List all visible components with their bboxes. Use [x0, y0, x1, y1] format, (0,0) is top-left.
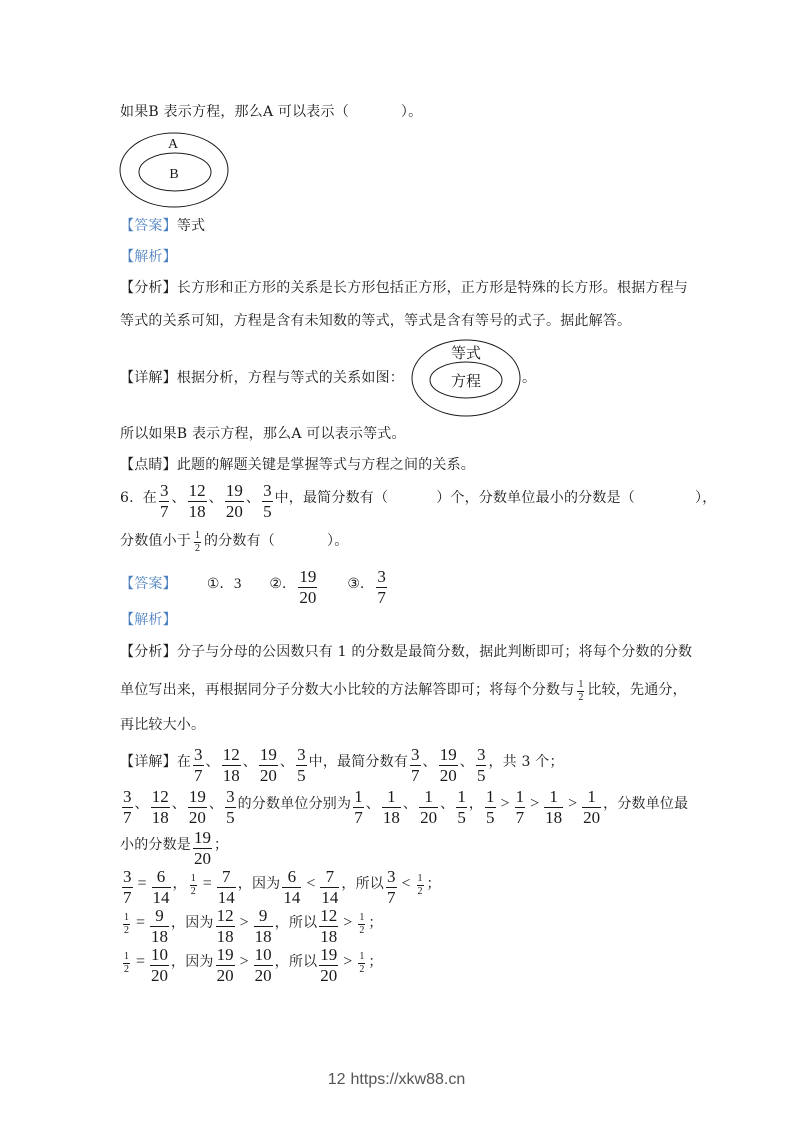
- numerator: 3: [226, 786, 235, 806]
- q6-xiangjie-line-5: [120, 903, 383, 946]
- relation-symbol: >: [500, 795, 510, 812]
- fraction: [122, 788, 133, 827]
- denominator: 20: [439, 765, 457, 785]
- relation-symbol: >: [343, 953, 353, 970]
- denominator: 7: [354, 807, 363, 827]
- fraction: [544, 788, 563, 827]
- text-run: ，所以: [274, 954, 318, 970]
- outer-set-label: 等式: [451, 344, 482, 362]
- numerator: 19: [439, 744, 457, 764]
- text-run: 分数值小于: [120, 533, 191, 549]
- denominator: 14: [283, 887, 301, 907]
- fenxi-text: 等式的关系可知，方程是含有未知数的等式，等式是含有等号的式子。据此解答。: [120, 313, 632, 329]
- fraction: [159, 482, 170, 521]
- numerator: 19: [194, 827, 211, 847]
- numerator: 1: [417, 872, 423, 884]
- numerator: 1: [424, 786, 433, 806]
- denominator: 5: [457, 807, 466, 827]
- numerator: 1: [359, 950, 365, 962]
- q6-xiangjie-line-6: [120, 942, 383, 985]
- separator: 、: [171, 490, 186, 506]
- separator: 、: [422, 754, 437, 770]
- denominator: 2: [190, 885, 196, 897]
- numerator: 19: [188, 786, 206, 806]
- fraction: [296, 746, 307, 785]
- fraction: [152, 868, 171, 907]
- text-run: ，分数单位最: [603, 796, 689, 812]
- numerator: 1: [515, 786, 525, 806]
- relation-symbol: >: [239, 953, 249, 970]
- numerator: 6: [287, 866, 297, 886]
- fraction: [382, 788, 401, 827]
- denominator: 2: [359, 963, 365, 975]
- fraction: [485, 788, 496, 827]
- denominator: 2: [124, 963, 129, 975]
- answer-text: 等式: [176, 218, 206, 234]
- text-run: ，因为: [171, 915, 214, 931]
- xiangjie-label: 【详解】: [120, 754, 177, 770]
- text-run: ，共 3 个；: [488, 754, 564, 770]
- fraction: [376, 568, 387, 607]
- denominator: 18: [254, 926, 272, 946]
- numerator: 1: [486, 786, 495, 806]
- relation-symbol: <: [401, 875, 411, 892]
- relation-symbol: =: [136, 914, 146, 931]
- fraction-small: [577, 680, 584, 703]
- relation-symbol: =: [137, 875, 147, 892]
- fraction: [515, 788, 526, 827]
- separator: 、: [208, 490, 223, 506]
- numerator: 1: [195, 529, 200, 541]
- set-diagram-equation-in-equality: [410, 338, 522, 418]
- analysis-label: 【解析】: [120, 612, 177, 628]
- numerator: 7: [325, 866, 335, 886]
- page-number: 12: [327, 1071, 346, 1088]
- denominator: 7: [387, 887, 396, 907]
- fraction: [254, 907, 273, 946]
- numerator: 6: [156, 866, 166, 886]
- numerator: 9: [155, 905, 164, 925]
- denominator: 20: [188, 807, 206, 827]
- xiangjie-label: 【详解】: [120, 370, 177, 386]
- q6-xiangjie-line-3: [120, 825, 229, 868]
- denominator: 18: [222, 765, 240, 785]
- denominator: 20: [194, 848, 211, 868]
- outer-set-label: A: [167, 137, 179, 152]
- denominator: 14: [217, 887, 235, 907]
- fraction: [262, 482, 273, 521]
- q5-fenxi-line-2: [120, 301, 631, 341]
- denominator: 20: [420, 807, 438, 827]
- numerator: 1: [354, 786, 363, 806]
- answer-item-2: [269, 565, 319, 607]
- fraction-small: [194, 531, 201, 554]
- q6-fenxi-line-3: [120, 705, 205, 745]
- fraction: [193, 829, 212, 868]
- numerator: 19: [259, 744, 277, 764]
- fraction: [188, 482, 207, 521]
- text-run: 的分数单位分别为: [237, 796, 352, 812]
- dianjing-label: 【点睛】: [120, 457, 177, 473]
- denominator: 20: [151, 965, 169, 985]
- numerator: 1: [124, 911, 129, 923]
- text-run: ），: [695, 490, 717, 506]
- fraction: [319, 946, 338, 985]
- denominator: 18: [382, 807, 400, 827]
- denominator: 5: [297, 765, 306, 785]
- q6-xiangjie-line-2: [120, 784, 689, 827]
- text-run: ）个，分数单位最小的分数是（: [436, 490, 635, 506]
- separator: 、: [402, 796, 418, 812]
- fraction: [151, 788, 170, 827]
- numerator: 19: [299, 566, 317, 586]
- numerator: 3: [387, 866, 396, 886]
- answer-label: 【答案】: [120, 218, 177, 234]
- fenxi-label: 【分析】: [120, 644, 177, 660]
- answer-item-3: [347, 565, 389, 607]
- fraction-small: [190, 874, 197, 897]
- separator: 、: [459, 754, 474, 770]
- separator: 、: [205, 754, 220, 770]
- separator: 、: [365, 796, 380, 812]
- numerator: 1: [190, 872, 196, 884]
- denominator: 18: [151, 926, 169, 946]
- separator: ；: [426, 876, 441, 892]
- answer-blank-1: [388, 491, 436, 505]
- denominator: 7: [194, 765, 203, 785]
- q6-stem-line-1: [120, 478, 717, 521]
- denominator: 2: [124, 924, 129, 936]
- numerator: 3: [411, 744, 420, 764]
- denominator: 7: [515, 807, 525, 827]
- fraction: [410, 746, 421, 785]
- fenxi-label: 【分析】: [120, 280, 177, 296]
- denominator: 5: [486, 807, 495, 827]
- relation-symbol: >: [530, 795, 540, 812]
- answer-blank: [349, 105, 401, 119]
- numerator: 3: [159, 480, 169, 500]
- answer-marker: ③.: [347, 576, 365, 592]
- question-text-end: ）。: [400, 104, 423, 120]
- fraction-small: [358, 952, 365, 975]
- q6-stem-line-2: [120, 521, 348, 561]
- separator: ，: [468, 796, 484, 812]
- inner-set-label: B: [169, 167, 179, 182]
- denominator: 18: [151, 807, 169, 827]
- separator: 、: [208, 796, 224, 812]
- numerator: 19: [225, 480, 243, 500]
- numerator: 1: [549, 786, 558, 806]
- fraction-small: [123, 952, 130, 975]
- fraction: [319, 907, 338, 946]
- fenxi-text: 长方形和正方形的关系是长方形包括正方形，正方形是特殊的长方形。根据方程与: [176, 280, 689, 296]
- numerator: 3: [123, 866, 132, 886]
- separator: 、: [279, 754, 295, 770]
- denominator: 20: [225, 501, 243, 521]
- numerator: 7: [222, 866, 231, 886]
- fenxi-text: 再比较大小。: [120, 717, 206, 733]
- numerator: 10: [151, 944, 169, 964]
- denominator: 20: [254, 965, 272, 985]
- fraction: [386, 868, 397, 907]
- fraction-small: [123, 913, 130, 936]
- answer-item-1: [207, 576, 242, 593]
- separator: 、: [242, 754, 257, 770]
- fraction: [216, 907, 235, 946]
- denominator: 20: [320, 965, 338, 985]
- fraction-small: [417, 874, 424, 897]
- fraction: [439, 746, 458, 785]
- text-run: 在: [142, 490, 157, 506]
- numerator: 12: [188, 480, 206, 500]
- denominator: 7: [377, 587, 386, 607]
- answer-marker: ②.: [269, 576, 287, 592]
- q6-xiangjie-line-1: [120, 742, 564, 785]
- fraction: [122, 868, 133, 907]
- question-number: 6.: [120, 490, 134, 506]
- relation-symbol: >: [239, 914, 249, 931]
- answer-marker: ①.: [206, 576, 224, 592]
- numerator: 3: [377, 566, 386, 586]
- fraction: [456, 788, 467, 827]
- fraction: [582, 788, 601, 827]
- numerator: 9: [258, 905, 268, 925]
- denominator: 18: [545, 807, 563, 827]
- relation-symbol: >: [568, 795, 578, 812]
- separator: ，: [172, 876, 187, 892]
- fraction: [225, 482, 244, 521]
- text-run: ，所以: [341, 876, 385, 892]
- q5-stem: [120, 92, 422, 132]
- numerator: 3: [263, 480, 272, 500]
- fraction: [216, 946, 235, 985]
- numerator: 19: [216, 944, 234, 964]
- denominator: 5: [226, 807, 235, 827]
- numerator: 1: [124, 950, 129, 962]
- denominator: 20: [259, 765, 277, 785]
- denominator: 2: [578, 691, 584, 703]
- denominator: 5: [263, 501, 272, 521]
- numerator: 3: [123, 786, 132, 806]
- numerator: 12: [222, 744, 240, 764]
- denominator: 2: [359, 924, 365, 936]
- fraction: [193, 746, 204, 785]
- numerator: 1: [387, 786, 396, 806]
- fraction: [150, 946, 169, 985]
- fraction: [259, 746, 278, 785]
- text-run: 小的分数是: [120, 837, 191, 853]
- text-run: 中，最简分数有: [308, 754, 409, 770]
- denominator: 20: [299, 587, 317, 607]
- fraction: [225, 788, 236, 827]
- numerator: 3: [297, 744, 306, 764]
- relation-symbol: >: [343, 914, 353, 931]
- text-run: ；: [214, 837, 229, 853]
- text-run: ，因为: [237, 876, 281, 892]
- fraction: [282, 868, 301, 907]
- fraction: [419, 788, 438, 827]
- separator: 、: [171, 796, 186, 812]
- numerator: 1: [359, 911, 365, 923]
- denominator: 2: [417, 885, 423, 897]
- q6-answer: [120, 564, 389, 607]
- fraction: [222, 746, 241, 785]
- fraction: [298, 568, 317, 607]
- fenxi-text: 比较，先通分，: [587, 682, 687, 698]
- numerator: 1: [457, 786, 466, 806]
- numerator: 12: [320, 905, 338, 925]
- denominator: 14: [321, 887, 339, 907]
- answer-blank-3: [275, 534, 327, 548]
- denominator: 2: [195, 542, 200, 554]
- numerator: 3: [194, 744, 203, 764]
- text-run: ）。: [327, 533, 349, 549]
- denominator: 7: [123, 807, 132, 827]
- denominator: 18: [320, 926, 338, 946]
- source-url: https://xkw88.cn: [350, 1071, 466, 1088]
- page-footer: [0, 1071, 793, 1089]
- fraction: [217, 868, 236, 907]
- numerator: 1: [587, 786, 596, 806]
- fenxi-text: 分子与分母的公因数只有 1 的分数是最简分数，据此判断即可；将每个分数的分数: [176, 644, 693, 660]
- xiangjie-text: 根据分析，方程与等式的关系如图：: [176, 370, 405, 386]
- numerator: 3: [476, 744, 486, 764]
- separator: 、: [134, 796, 149, 812]
- numerator: 10: [254, 944, 272, 964]
- dianjing-text: 此题的解题关键是掌握等式与方程之间的关系。: [176, 457, 476, 473]
- q6-xiangjie-line-4: [120, 864, 441, 907]
- period: 。: [522, 370, 537, 386]
- separator: ；: [368, 915, 383, 931]
- q6-fenxi-line-1: [120, 632, 692, 672]
- denominator: 18: [216, 926, 234, 946]
- q6-fenxi-line-2: [120, 670, 687, 710]
- denominator: 18: [188, 501, 206, 521]
- fraction: [353, 788, 364, 827]
- analysis-label: 【解析】: [120, 249, 177, 265]
- denominator: 20: [583, 807, 601, 827]
- text-run: 在: [176, 754, 192, 770]
- relation-symbol: =: [202, 875, 212, 892]
- fraction: [476, 746, 487, 785]
- text-run: 的分数有（: [204, 533, 275, 549]
- text-run: ，所以: [274, 915, 318, 931]
- fraction: [188, 788, 207, 827]
- separator: 、: [440, 796, 455, 812]
- text-run: ，因为: [171, 954, 214, 970]
- q5-xiangjie: [120, 338, 536, 418]
- answer-blank-2: [635, 491, 695, 505]
- numerator: 19: [320, 944, 338, 964]
- relation-symbol: =: [136, 953, 146, 970]
- answer-label: 【答案】: [120, 576, 177, 592]
- denominator: 20: [216, 965, 234, 985]
- fraction: [254, 946, 273, 985]
- separator: 、: [245, 490, 261, 506]
- denominator: 5: [476, 765, 486, 785]
- fenxi-text: 单位写出来，再根据同分子分数大小比较的方法解答即可；将每个分数与: [120, 682, 575, 698]
- fraction: [150, 907, 169, 946]
- answer-value: 3: [233, 575, 242, 592]
- fraction-small: [358, 913, 365, 936]
- numerator: 12: [151, 786, 169, 806]
- denominator: 7: [123, 887, 132, 907]
- fraction: [320, 868, 339, 907]
- numerator: 1: [578, 678, 584, 690]
- conclusion-text: 所以如果B 表示方程，那么A 可以表示等式。: [120, 426, 406, 442]
- inner-set-label: 方程: [451, 372, 482, 390]
- denominator: 14: [152, 887, 170, 907]
- relation-symbol: <: [306, 875, 316, 892]
- denominator: 7: [411, 765, 420, 785]
- question-text: 如果B 表示方程，那么A 可以表示（: [120, 104, 349, 120]
- denominator: 7: [159, 501, 169, 521]
- set-diagram-a-contains-b: [118, 131, 232, 211]
- numerator: 12: [216, 905, 234, 925]
- text-run: 中，最简分数有（: [274, 490, 389, 506]
- separator: ；: [368, 954, 383, 970]
